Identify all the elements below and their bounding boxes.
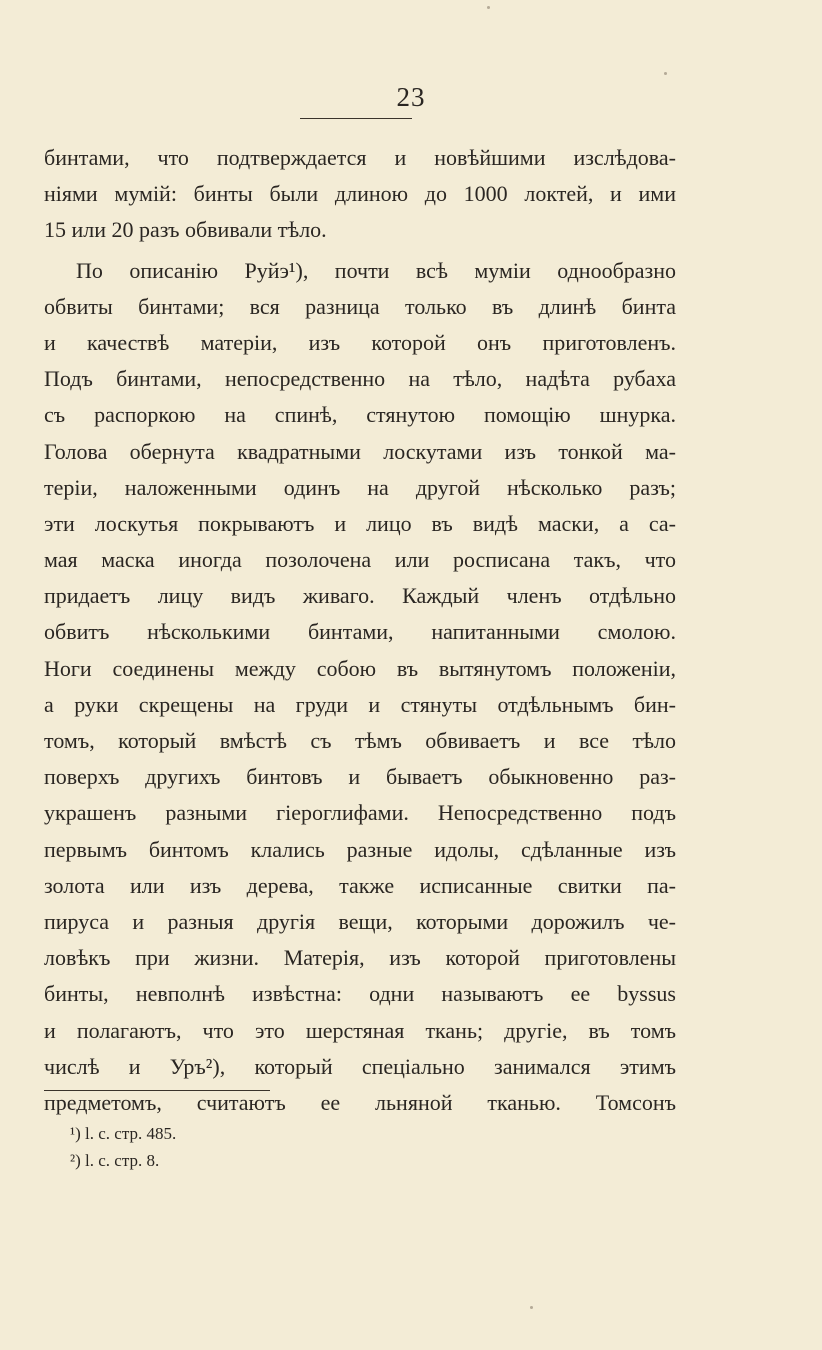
paper-speck xyxy=(487,6,490,9)
text-line: первымъ бинтомъ клались разные идолы, сдѣланные изъ xyxy=(44,836,676,862)
text-line: и полагаютъ, что это шерстяная ткань; другіе, въ томъ xyxy=(44,1017,676,1043)
text-line: золота или изъ дерева, также исписанные свитки па- xyxy=(44,872,676,898)
text-line: бинтами, что подтверждается и новѣйшими изслѣдова- xyxy=(44,145,676,170)
text-line: бинты, невполнѣ извѣстна: одни называютъ ее byssus xyxy=(44,981,676,1007)
text-line: томъ, который вмѣстѣ съ тѣмъ обвиваетъ и все тѣло xyxy=(44,728,676,753)
paper-speck xyxy=(664,72,667,75)
text-line: эти лоскутья покрываютъ и лицо въ видѣ маски, а са- xyxy=(44,510,676,536)
text-line: предметомъ, считаютъ ее льняной тканью. Томсонъ xyxy=(44,1089,676,1115)
text-line: обвитъ нѣсколькими бинтами, напитанными смолою. xyxy=(44,619,676,645)
footnote-2: ²) l. c. стр. 8. xyxy=(70,1151,160,1170)
text-line: пируса и разныя другія вещи, которыми дорожилъ че- xyxy=(44,908,676,934)
text-line: поверхъ другихъ бинтовъ и бываетъ обыкновенно раз- xyxy=(44,764,676,790)
page-number: 23 xyxy=(396,82,426,112)
footnote-1: ¹) l. c. стр. 485. xyxy=(70,1124,177,1143)
footnote-rule xyxy=(44,1090,270,1091)
text-line: обвиты бинтами; вся разница только въ длинѣ бинта xyxy=(44,293,676,319)
text-line: теріи, наложенными одинъ на другой нѣсколько разъ; xyxy=(44,474,676,500)
text-line: ніями мумій: бинты были длиною до 1000 локтей, и ими xyxy=(44,181,676,207)
body-text xyxy=(44,140,676,1121)
text-line: украшенъ разными гіероглифами. Непосредственно подъ xyxy=(44,800,676,826)
text-line: По описанію Руйэ¹), почти всѣ муміи однообразно xyxy=(76,257,676,283)
text-line: числѣ и Уръ²), который спеціально занимался этимъ xyxy=(44,1053,676,1079)
text-line: придаетъ лицу видъ живаго. Каждый членъ отдѣльно xyxy=(44,583,676,609)
text-line: Ноги соединены между собою въ вытянутомъ положеніи, xyxy=(44,655,676,681)
text-line: а руки скрещены на груди и стянуты отдѣльнымъ бин- xyxy=(44,691,676,717)
text-line: 15 или 20 разъ обвивали тѣло. xyxy=(44,217,327,243)
footnotes xyxy=(70,1120,176,1174)
header-rule xyxy=(300,118,412,119)
text-line: и качествѣ матеріи, изъ которой онъ приготовленъ. xyxy=(44,329,676,355)
paper-speck xyxy=(530,1306,533,1309)
text-line: съ распоркою на спинѣ, стянутою помощію шнурка. xyxy=(44,402,676,428)
text-line: Подъ бинтами, непосредственно на тѣло, надѣта рубаха xyxy=(44,366,676,392)
text-line: мая маска иногда позолочена или росписана такъ, что xyxy=(44,547,676,573)
text-line: Голова обернута квадратными лоскутами изъ тонкой ма- xyxy=(44,438,676,464)
text-line: ловѣкъ при жизни. Матерія, изъ которой приготовлены xyxy=(44,945,676,971)
